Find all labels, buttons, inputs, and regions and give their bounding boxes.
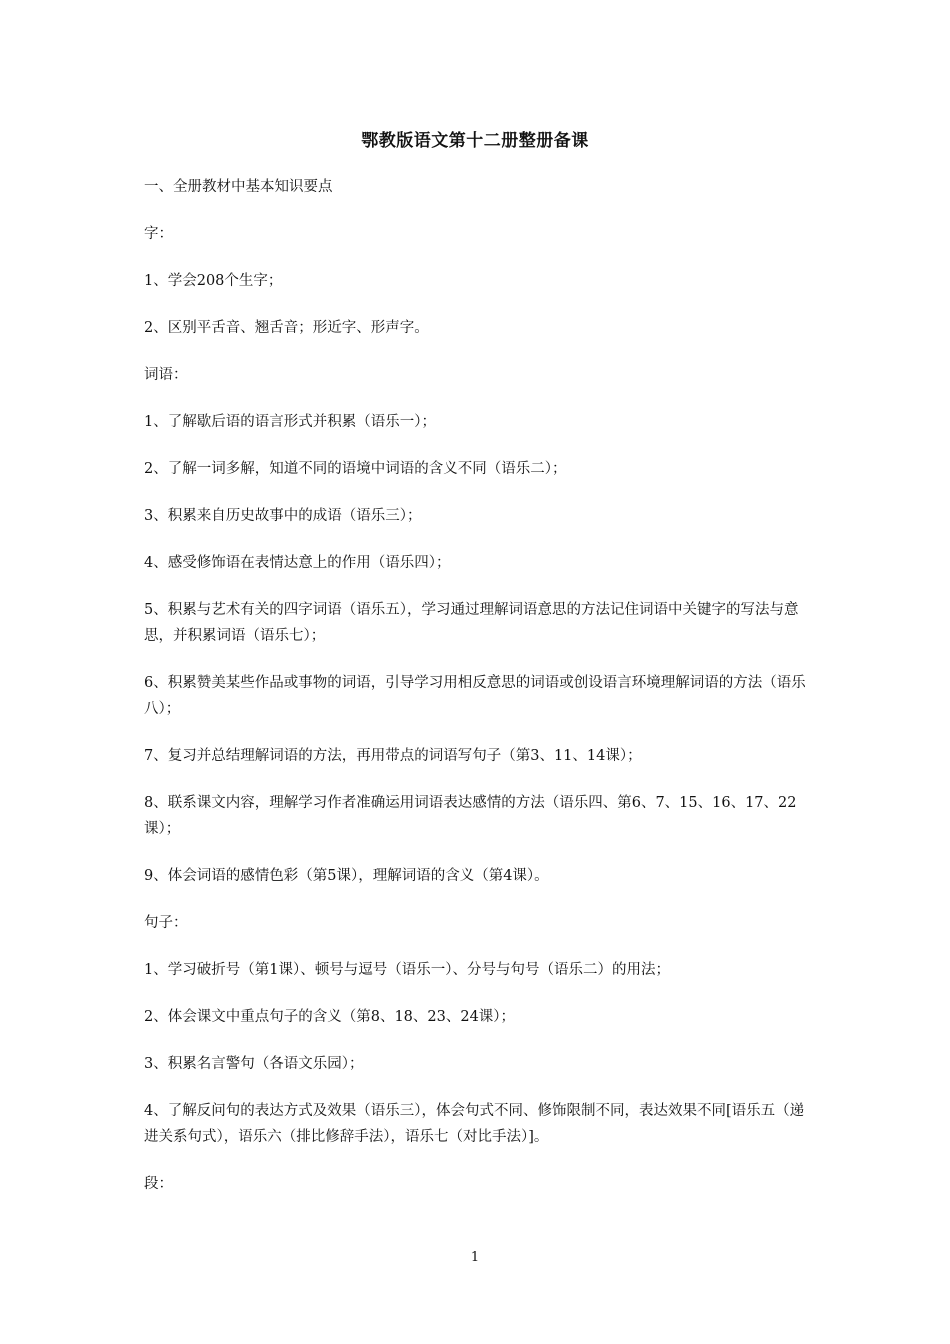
paragraph: 5、积累与艺术有关的四字词语（语乐五），学习通过理解词语意思的方法记住词语中关键字的写法与意思，并积累词语（语乐七）； xyxy=(144,602,799,644)
paragraph: 2、了解一词多解，知道不同的语境中词语的含义不同（语乐二）； xyxy=(144,461,567,477)
paragraph: 一、全册教材中基本知识要点 xyxy=(144,179,333,195)
paragraph: 3、积累来自历史故事中的成语（语乐三）； xyxy=(144,508,422,524)
paragraph: 1、学会208个生字； xyxy=(144,273,283,289)
paragraph: 3、积累名言警句（各语文乐园）； xyxy=(144,1056,364,1072)
paragraph: 词语： xyxy=(144,367,188,383)
page-number: 1 xyxy=(470,1250,480,1265)
paragraph: 7、复习并总结理解词语的方法，再用带点的词语写句子（第3、11、14课）； xyxy=(144,748,642,764)
paragraph: 1、了解歇后语的语言形式并积累（语乐一）； xyxy=(144,414,436,430)
paragraph: 字： xyxy=(144,226,173,242)
document-title: 鄂教版语文第十二册整册备课 xyxy=(361,131,589,151)
paragraph: 4、了解反问句的表达方式及效果（语乐三），体会句式不同、修饰限制不同，表达效果不同[语乐五（递进关系句式），语乐六（排比修辞手法），语乐七（对比手法）]。 xyxy=(144,1103,805,1145)
paragraph: 段： xyxy=(144,1176,173,1192)
paragraph: 4、感受修饰语在表情达意上的作用（语乐四）； xyxy=(144,555,451,571)
paragraph: 8、联系课文内容，理解学习作者准确运用词语表达感情的方法（语乐四、第6、7、15、16、17、22课）； xyxy=(144,795,797,837)
document-body xyxy=(144,174,808,1218)
paragraph: 2、区别平舌音、翘舌音；形近字、形声字。 xyxy=(144,320,429,336)
paragraph: 6、积累赞美某些作品或事物的词语，引导学习用相反意思的词语或创设语言环境理解词语的方法（语乐八）； xyxy=(144,675,806,717)
paragraph: 1、学习破折号（第1课）、顿号与逗号（语乐一）、分号与句号（语乐二）的用法； xyxy=(144,962,670,978)
paragraph: 9、体会词语的感情色彩（第5课），理解词语的含义（第4课）。 xyxy=(144,868,549,884)
paragraph: 句子： xyxy=(144,915,188,931)
paragraph: 2、体会课文中重点句子的含义（第8、18、23、24课）； xyxy=(144,1009,516,1025)
